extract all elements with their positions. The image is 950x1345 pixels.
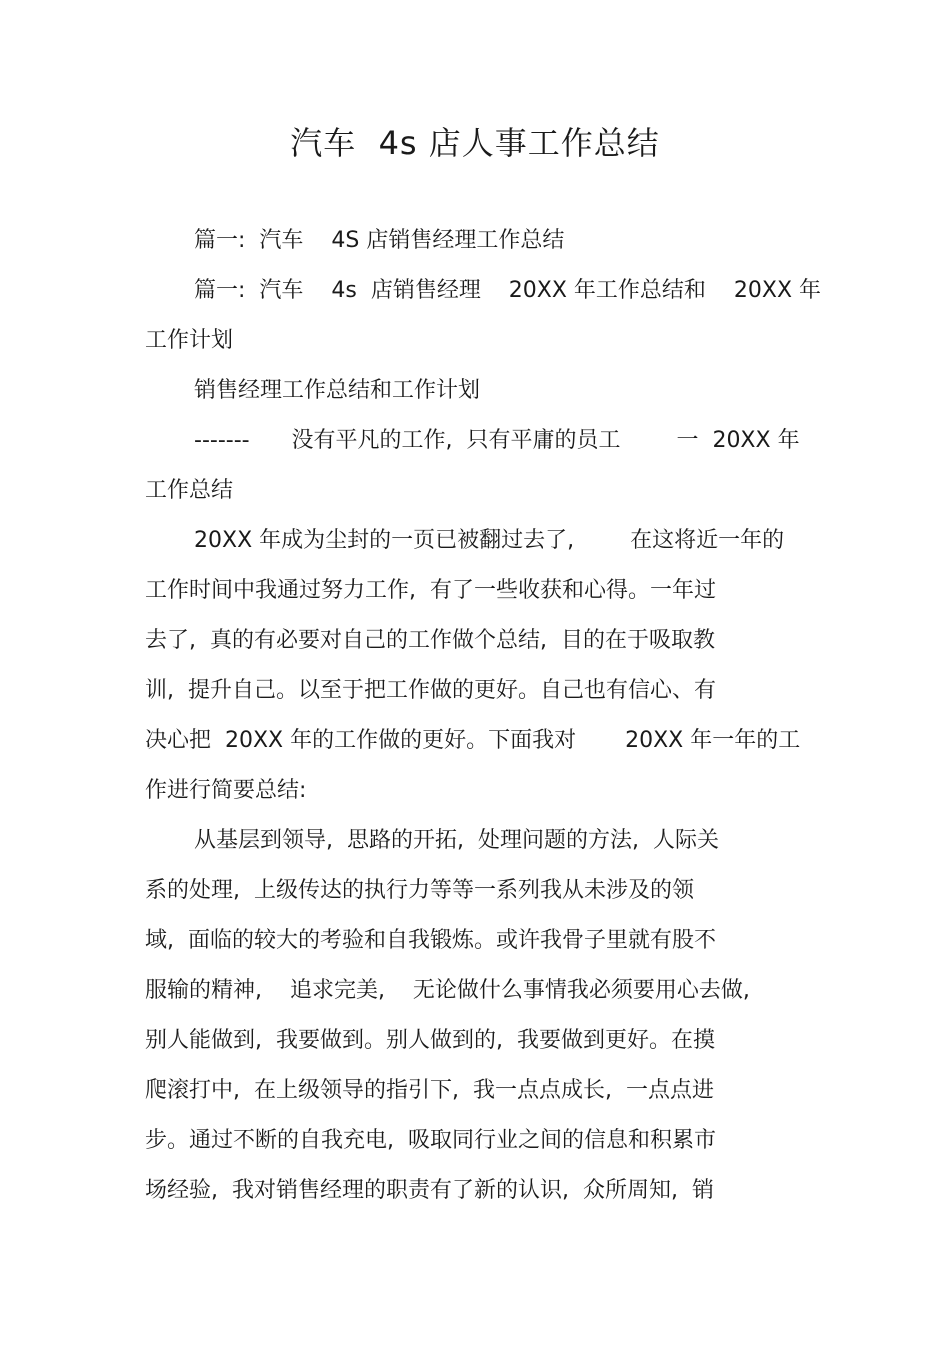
paragraph-line: 工作时间中我通过努力工作, 有了一些收获和心得。一年过 (145, 578, 716, 603)
paragraph-line: 篇一: 汽车 4s 店销售经理 20XX 年工作总结和 20XX 年 (194, 278, 822, 303)
document-title: 汽车 4s 店人事工作总结 (290, 124, 660, 162)
paragraph-line: 篇一: 汽车 4S 店销售经理工作总结 (194, 228, 565, 253)
paragraph-line: 工作总结 (145, 478, 234, 503)
paragraph-line: 从基层到领导, 思路的开拓, 处理问题的方法, 人际关 (194, 828, 719, 853)
paragraph-line: 场经验, 我对销售经理的职责有了新的认识, 众所周知, 销 (145, 1178, 714, 1203)
paragraph-line: 爬滚打中, 在上级领导的指引下, 我一点点成长, 一点点进 (145, 1078, 714, 1103)
paragraph-line: 系的处理, 上级传达的执行力等等一系列我从未涉及的领 (145, 878, 694, 903)
paragraph-line: 步。通过不断的自我充电, 吸取同行业之间的信息和积累市 (145, 1128, 716, 1153)
paragraph-line: 训, 提升自己。以至于把工作做的更好。自己也有信心、有 (145, 678, 716, 703)
paragraph-line: 决心把 20XX 年的工作做的更好。下面我对 20XX 年一年的工 (145, 728, 801, 753)
paragraph-line: 别人能做到, 我要做到。别人做到的, 我要做到更好。在摸 (145, 1028, 715, 1053)
paragraph-line: 服输的精神, 追求完美, 无论做什么事情我必须要用心去做, (145, 978, 750, 1003)
paragraph-line: 去了, 真的有必要对自己的工作做个总结, 目的在于吸取教 (145, 628, 715, 653)
paragraph-line: 域, 面临的较大的考验和自我锻炼。或许我骨子里就有股不 (145, 928, 716, 953)
paragraph-line: ------- 没有平凡的工作, 只有平庸的员工 一 20XX 年 (194, 428, 800, 453)
paragraph-line: 20XX 年成为尘封的一页已被翻过去了, 在这将近一年的 (194, 528, 785, 553)
paragraph-line: 销售经理工作总结和工作计划 (194, 378, 481, 403)
paragraph-line: 作进行简要总结: (145, 778, 307, 803)
paragraph-line: 工作计划 (145, 328, 234, 353)
